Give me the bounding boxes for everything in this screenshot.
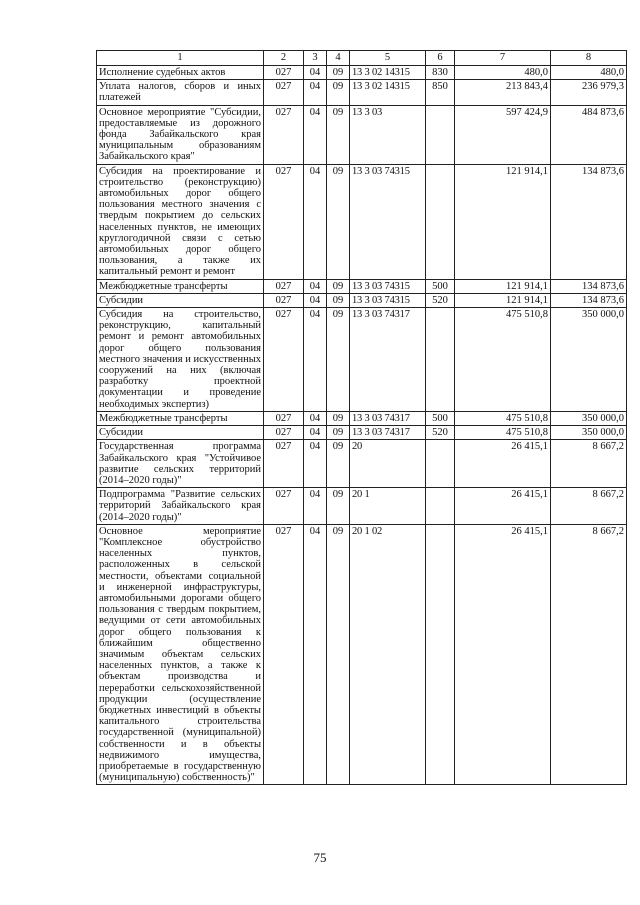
amount-col8: 8 667,2 bbox=[551, 440, 627, 488]
table-row bbox=[97, 279, 627, 293]
amount-col7: 480,0 bbox=[455, 66, 551, 80]
table-row bbox=[97, 524, 627, 785]
expense-type-code bbox=[426, 524, 455, 785]
row-name: Субсидии bbox=[97, 426, 264, 440]
section-code: 04 bbox=[304, 426, 327, 440]
target-code: 13 3 03 74315 bbox=[350, 164, 426, 279]
subsection-code: 09 bbox=[327, 105, 350, 164]
section-code: 04 bbox=[304, 488, 327, 525]
amount-col7: 213 843,4 bbox=[455, 80, 551, 105]
amount-col8: 236 979,3 bbox=[551, 80, 627, 105]
subsection-code: 09 bbox=[327, 524, 350, 785]
admin-code: 027 bbox=[264, 80, 304, 105]
expense-type-code bbox=[426, 488, 455, 525]
section-code: 04 bbox=[304, 164, 327, 279]
row-name: Субсидия на проектирование и строительство (реконструкцию) автомобильных дорог общего пользования местного значения с твердым покрытием до сельских населенных пунктов, не имеющих круглогодичной связи с сетью автомобильных дорог общего пользования, а также их капитальный ремонт и ремонт bbox=[97, 164, 264, 279]
amount-col7: 597 424,9 bbox=[455, 105, 551, 164]
amount-col7: 121 914,1 bbox=[455, 164, 551, 279]
row-name: Межбюджетные трансферты bbox=[97, 411, 264, 425]
amount-col7: 26 415,1 bbox=[455, 488, 551, 525]
section-code: 04 bbox=[304, 308, 327, 412]
row-name: Основное мероприятие "Комплексное обустройство населенных пунктов, расположенных в сельской местности, объектами социальной и инженерной инфраструктуры, автомобильными дорогами общего пользования с твердым покрытием, ведущими от сети автомобильных дорог общего пользования к ближайшим общественно значимым объектам сельских населенных пунктов, а также к объектам производства и переработки сельскохозяйственной продукции (осуществление бюджетных инвестиций в объекты капитального строительства государственной (муниципальной) собственности и в объекты недвижимого имущества, приобретаемые в государственную (муниципальную) собственность)" bbox=[97, 524, 264, 785]
subsection-code: 09 bbox=[327, 293, 350, 307]
header-cell: 8 bbox=[551, 51, 627, 66]
header-cell: 6 bbox=[426, 51, 455, 66]
target-code: 20 1 bbox=[350, 488, 426, 525]
row-name: Уплата налогов, сборов и иных платежей bbox=[97, 80, 264, 105]
amount-col8: 350 000,0 bbox=[551, 426, 627, 440]
expense-type-code: 520 bbox=[426, 293, 455, 307]
admin-code: 027 bbox=[264, 105, 304, 164]
amount-col7: 475 510,8 bbox=[455, 308, 551, 412]
target-code: 13 3 02 14315 bbox=[350, 80, 426, 105]
row-name: Субсидии bbox=[97, 293, 264, 307]
admin-code: 027 bbox=[264, 164, 304, 279]
expense-type-code: 500 bbox=[426, 279, 455, 293]
row-name: Исполнение судебных актов bbox=[97, 66, 264, 80]
table-row bbox=[97, 105, 627, 164]
section-code: 04 bbox=[304, 524, 327, 785]
admin-code: 027 bbox=[264, 440, 304, 488]
expense-type-code bbox=[426, 164, 455, 279]
table-row bbox=[97, 80, 627, 105]
amount-col8: 484 873,6 bbox=[551, 105, 627, 164]
table-row bbox=[97, 308, 627, 412]
expense-type-code bbox=[426, 440, 455, 488]
header-cell: 5 bbox=[350, 51, 426, 66]
amount-col7: 121 914,1 bbox=[455, 293, 551, 307]
amount-col8: 8 667,2 bbox=[551, 524, 627, 785]
expense-type-code bbox=[426, 308, 455, 412]
subsection-code: 09 bbox=[327, 488, 350, 525]
subsection-code: 09 bbox=[327, 411, 350, 425]
budget-table bbox=[96, 50, 627, 785]
target-code: 13 3 03 bbox=[350, 105, 426, 164]
section-code: 04 bbox=[304, 440, 327, 488]
admin-code: 027 bbox=[264, 411, 304, 425]
section-code: 04 bbox=[304, 279, 327, 293]
admin-code: 027 bbox=[264, 66, 304, 80]
table-row bbox=[97, 293, 627, 307]
amount-col7: 26 415,1 bbox=[455, 440, 551, 488]
amount-col8: 134 873,6 bbox=[551, 164, 627, 279]
subsection-code: 09 bbox=[327, 66, 350, 80]
section-code: 04 bbox=[304, 66, 327, 80]
row-name: Государственная программа Забайкальского края "Устойчивое развитие сельских территорий (2014–2020 годы)" bbox=[97, 440, 264, 488]
target-code: 20 1 02 bbox=[350, 524, 426, 785]
target-code: 13 3 03 74315 bbox=[350, 293, 426, 307]
row-name: Межбюджетные трансферты bbox=[97, 279, 264, 293]
row-name: Субсидия на строительство, реконструкцию, капитальный ремонт и ремонт автомобильных дорог общего пользования местного значения и искусственных сооружений на них (включая разработку проектной документации и проведение необходимых экспертиз) bbox=[97, 308, 264, 412]
target-code: 20 bbox=[350, 440, 426, 488]
section-code: 04 bbox=[304, 411, 327, 425]
header-cell: 3 bbox=[304, 51, 327, 66]
expense-type-code: 500 bbox=[426, 411, 455, 425]
amount-col7: 475 510,8 bbox=[455, 426, 551, 440]
admin-code: 027 bbox=[264, 279, 304, 293]
header-cell: 1 bbox=[97, 51, 264, 66]
row-name: Основное мероприятие "Субсидии, предоставляемые из дорожного фонда Забайкальского края муниципальным образованиям Забайкальского края" bbox=[97, 105, 264, 164]
table-row bbox=[97, 488, 627, 525]
table-row bbox=[97, 426, 627, 440]
admin-code: 027 bbox=[264, 426, 304, 440]
amount-col8: 350 000,0 bbox=[551, 308, 627, 412]
expense-type-code: 850 bbox=[426, 80, 455, 105]
amount-col8: 8 667,2 bbox=[551, 488, 627, 525]
amount-col7: 121 914,1 bbox=[455, 279, 551, 293]
header-cell: 4 bbox=[327, 51, 350, 66]
target-code: 13 3 03 74317 bbox=[350, 411, 426, 425]
table-row bbox=[97, 440, 627, 488]
expense-type-code: 830 bbox=[426, 66, 455, 80]
target-code: 13 3 02 14315 bbox=[350, 66, 426, 80]
section-code: 04 bbox=[304, 80, 327, 105]
expense-type-code: 520 bbox=[426, 426, 455, 440]
page-number: 75 bbox=[313, 850, 327, 865]
section-code: 04 bbox=[304, 293, 327, 307]
expense-type-code bbox=[426, 105, 455, 164]
admin-code: 027 bbox=[264, 488, 304, 525]
amount-col8: 480,0 bbox=[551, 66, 627, 80]
section-code: 04 bbox=[304, 105, 327, 164]
table-row bbox=[97, 164, 627, 279]
amount-col7: 26 415,1 bbox=[455, 524, 551, 785]
admin-code: 027 bbox=[264, 293, 304, 307]
subsection-code: 09 bbox=[327, 440, 350, 488]
target-code: 13 3 03 74317 bbox=[350, 426, 426, 440]
amount-col8: 350 000,0 bbox=[551, 411, 627, 425]
amount-col8: 134 873,6 bbox=[551, 293, 627, 307]
table-row bbox=[97, 66, 627, 80]
amount-col7: 475 510,8 bbox=[455, 411, 551, 425]
row-name: Подпрограмма "Развитие сельских территорий Забайкальского края (2014–2020 годы)" bbox=[97, 488, 264, 525]
subsection-code: 09 bbox=[327, 279, 350, 293]
header-cell: 7 bbox=[455, 51, 551, 66]
target-code: 13 3 03 74317 bbox=[350, 308, 426, 412]
amount-col8: 134 873,6 bbox=[551, 279, 627, 293]
subsection-code: 09 bbox=[327, 80, 350, 105]
subsection-code: 09 bbox=[327, 164, 350, 279]
admin-code: 027 bbox=[264, 524, 304, 785]
header-cell: 2 bbox=[264, 51, 304, 66]
admin-code: 027 bbox=[264, 308, 304, 412]
subsection-code: 09 bbox=[327, 426, 350, 440]
table-row bbox=[97, 411, 627, 425]
header-row bbox=[97, 51, 627, 66]
target-code: 13 3 03 74315 bbox=[350, 279, 426, 293]
subsection-code: 09 bbox=[327, 308, 350, 412]
